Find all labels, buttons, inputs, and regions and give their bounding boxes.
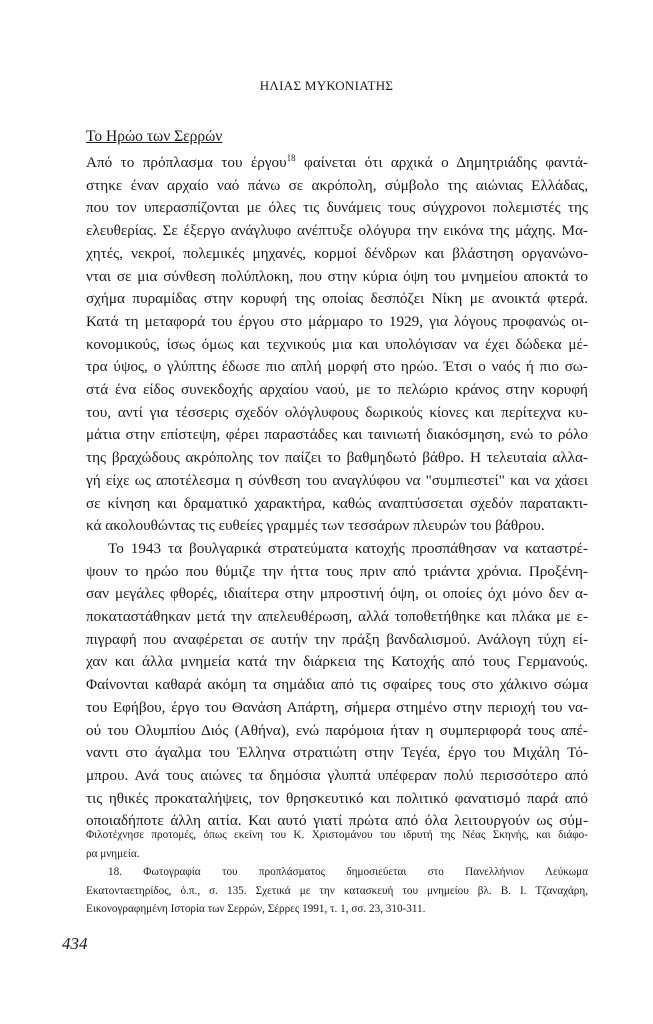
body-text xyxy=(86,152,588,833)
body-line: οποιαδήποτε άλλη αιτία. Και αυτό γιατί πρώτα από όλα λειτουργούν ως σύμ- xyxy=(86,812,588,830)
running-head: ΗΛΙΑΣ ΜΥΚΟΝΙΑΤΗΣ xyxy=(259,78,394,93)
body-line: του Εφήβου, έργο του Θανάση Απάρτη, σήμερα στημένο στην περιοχή του να- xyxy=(86,698,588,716)
body-line: χητές, νεκροί, πολεμικές μηχανές, κορμοί δένδρων και βλάστηση οργανώνο- xyxy=(86,244,588,262)
body-line: Το 1943 τα βουλγαρικά στρατεύματα κατοχής προσπάθησαν να καταστρέ- xyxy=(108,539,588,557)
body-line: Φαίνονται καθαρά ακόμη τα σημάδια από τις σφαίρες τους στο χάλκινο σώμα xyxy=(86,676,588,694)
body-line: γή είχε ως αποτέλεσμα η σύνθεση του αναγλύφου να "συμπιεστεί" και να χάσει xyxy=(86,471,588,489)
body-line: στηκε έναν αρχαίο ναό πάνω σε ακρόπολη, σύμβολο της αιώνιας Ελλάδας, xyxy=(86,176,588,194)
body-line xyxy=(86,152,588,175)
footnotes xyxy=(86,826,588,919)
body-line: ψουν το ηρώο που θύμιζε την ήττα τους πριν από τριάντα χρόνια. Προξένη- xyxy=(86,562,588,580)
footnote-line: ρα μνημεία. xyxy=(86,847,140,860)
body-line: σχήμα πυραμίδας στην κορυφή της οποίας δεσπόζει Νίκη με ανοικτά φτερά. xyxy=(86,290,588,308)
body-line: σαν μεγάλες φθορές, ιδιαίτερα στην μπροστινή όψη, οι οποίες όχι μόνο δεν α- xyxy=(86,585,588,603)
section-title: Το Ηρώο των Σερρών xyxy=(86,128,223,145)
body-line: μπρου. Ανά τους αιώνες τα δημόσια γλυπτά υπέφεραν πολύ περισσότερο από xyxy=(86,766,588,784)
body-line: πιγραφή που αναφέρεται σε αυτήν την πράξη βανδαλισμού. Ανάλογη τύχη εί- xyxy=(86,630,588,648)
body-line: σε κίνηση και δραματικό χαρακτήρα, καθώς αναπτύσσεται σχεδόν παρατακτι- xyxy=(86,494,588,512)
body-line: τις ηθικές προκαταλήψεις, τον θρησκευτικό και πολιτικό φανατισμό παρά από xyxy=(86,789,588,807)
body-line: κονομικούς, ίσως όμως και τεχνικούς μια και υπολόγισαν να έχει δώδεκα μέ- xyxy=(86,335,588,353)
footnote-line: Φιλοτέχνησε προτομές, όπως εκείνη του Κ. Χριστομάνου του ιδρυτή της Νέας Σκηνής, και διάφο- xyxy=(86,829,588,841)
footnote-line: 18. Φωτογραφία του προπλάσματος δημοσιεύεται στο Πανελλήνιον Λεύκωμα xyxy=(108,866,588,878)
body-line: Κατά τη μεταφορά του έργου στο μάρμαρο το 1929, για λόγους προφανώς οι- xyxy=(86,312,588,330)
line-text: φαίνεται ότι αρχικά ο Δημητριάδης φαντά- xyxy=(295,154,588,171)
footnote-line: Εκατονταετηρίδος, ό.π., σ. 135. Σχετικά με την κατασκευή του μνημείου βλ. Β. Ι. Τζαναχάρη, xyxy=(86,884,588,897)
body-line: κά ακολουθώντας τις ευθείες γραμμές των τεσσάρων πλευρών του βάθρου. xyxy=(86,517,545,535)
body-line: χαν και άλλα μνημεία κατά την διάρκεια της Κατοχής από τους Γερμανούς. xyxy=(86,653,588,671)
body-line: νται σε μια σύνθεση πολύπλοκη, που στην κύρια όψη του μνημείου αποκτά το xyxy=(86,267,588,285)
body-line: μάτια στην επίστεψη, φέρει παραστάδες και ταινιωτή διακόσμηση, ενώ το ρόλο xyxy=(86,426,588,444)
body-line: ποκαταστάθηκαν μετά την απελευθέρωση, αλλά τοποθετήθηκε και πλάκα με ε- xyxy=(86,608,588,626)
body-line: που τον υπερασπίζονται με όλες τις δυνάμεις τους σύγχρονοι πολεμιστές της xyxy=(86,199,588,217)
line-text: Από το πρόπλασμα του έργου xyxy=(86,154,287,171)
body-line: ελευθερίας. Σε έξεργο ανάγλυφο ανέπτυξε ολόγυρα την εικόνα της μάχης. Μα- xyxy=(86,222,588,240)
body-line: της βραχώδους ακρόπολης τον παίζει το βαθμηδωτό βάθρο. Η τελευταία αλλα- xyxy=(86,449,588,467)
body-line: τρα ύψος, ο γλύπτης έδωσε πιο απλή μορφή στο ηρώο. Έτσι ο ναός ή πιο σω- xyxy=(86,358,588,376)
footnote-line: Εικονογραφημένη Ιστορία των Σερρών, Σέρρες 1991, τ. 1, σσ. 23, 310-311. xyxy=(86,903,426,915)
body-line: του, αντί για τέσσερις σχεδόν ολόγλυφους δωρικούς κίονες και περίτεχνα κυ- xyxy=(86,403,588,421)
body-line: ού του Ολυμπίου Διός (Αθήνα), ενώ παρόμοια ήταν η συμπεριφορά τους απέ- xyxy=(86,721,588,739)
body-line: στά ένα είδος συνεκδοχής αρχαίου ναού, με το πελώριο κράνος στην κορυφή xyxy=(86,381,588,399)
page-number: 434 xyxy=(62,934,88,953)
footnote-reference: 18 xyxy=(286,153,296,163)
body-line: ναντι στο άγαλμα του Έλληνα στρατιώτη στην Τεγέα, έργο του Μιχάλη Τό- xyxy=(86,744,588,762)
